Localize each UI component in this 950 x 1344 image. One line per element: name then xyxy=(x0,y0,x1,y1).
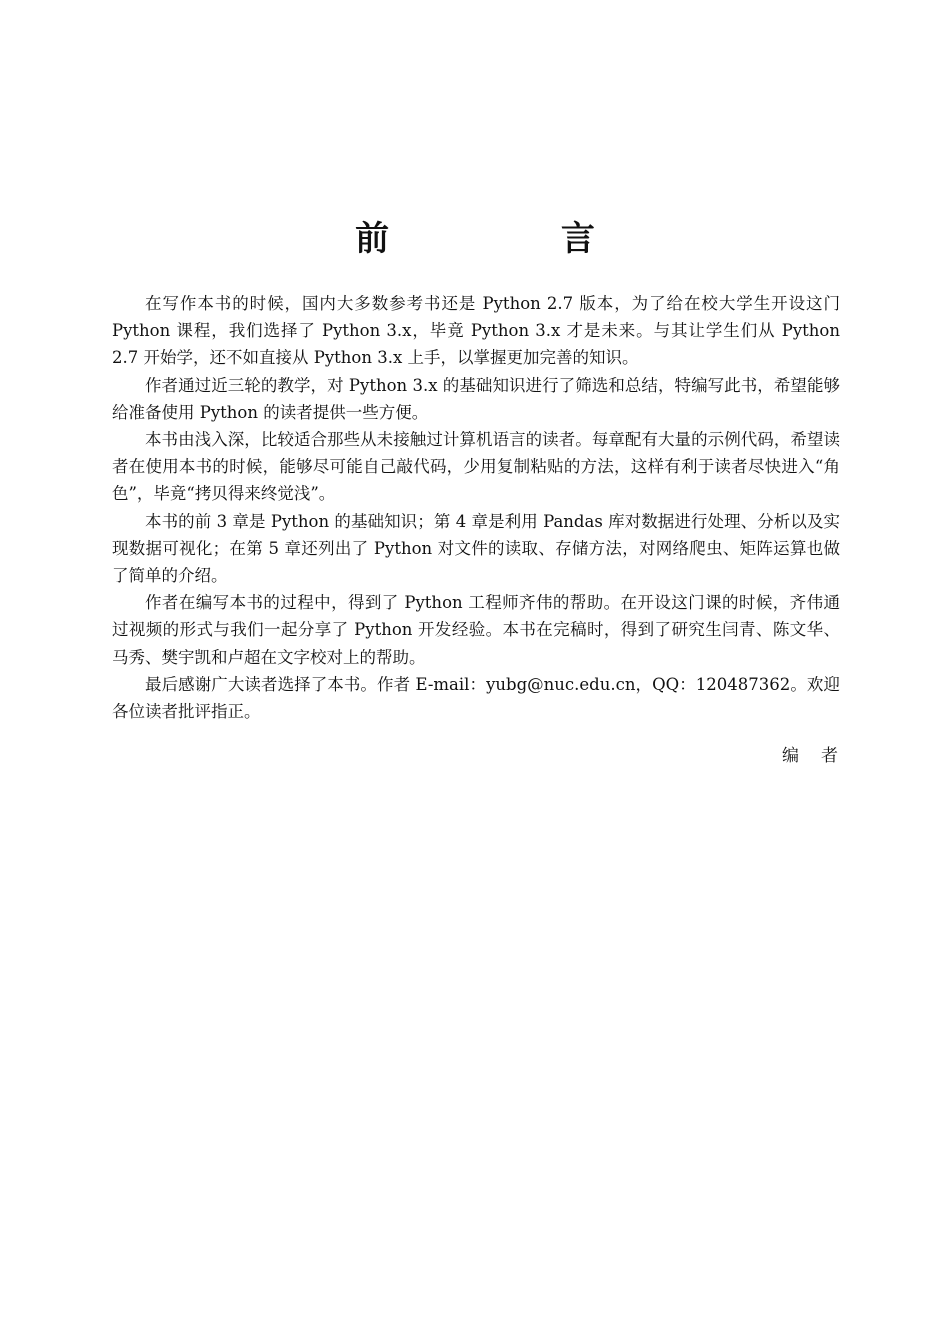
paragraph-2: 作者通过近三轮的教学，对 Python 3.x 的基础知识进行了筛选和总结，特编写此书，希望能够给准备使用 Python 的读者提供一些方便。 xyxy=(112,375,840,422)
paragraph-1: 在写作本书的时候，国内大多数参考书还是 Python 2.7 版本，为了给在校大学生开设这门 Python 课程，我们选择了 Python 3.x，毕竟 Python 3.x 才是未来。与其让学生们从 Python 2.7 开始学，还不如直接从 Python 3.x 上手，以掌握更加完善的知识。 xyxy=(112,294,840,368)
paragraph-3: 本书由浅入深，比较适合那些从未接触过计算机语言的读者。每章配有大量的示例代码，希望读者在使用本书的时候，能够尽可能自己敲代码，少用复制粘贴的方法，这样有利于读者尽快进入“角色”，毕竟“拷贝得来终觉浅”。 xyxy=(112,430,840,504)
page-title: 前 言 xyxy=(355,219,675,259)
preface-body xyxy=(112,290,840,725)
paragraph-4: 本书的前 3 章是 Python 的基础知识；第 4 章是利用 Pandas 库对数据进行处理、分析以及实现数据可视化；在第 5 章还列出了 Python 对文件的读取、存储方法，对网络爬虫、矩阵运算也做了简单的介绍。 xyxy=(112,511,840,586)
paragraph-6: 最后感谢广大读者选择了本书。作者 E-mail：yubg@nuc.edu.cn，QQ：120487362。欢迎各位读者批评指正。 xyxy=(112,674,840,722)
paragraph-5: 作者在编写本书的过程中，得到了 Python 工程师齐伟的帮助。在开设这门课的时候，齐伟通过视频的形式与我们一起分享了 Python 开发经验。本书在完稿时，得到了研究生闫青、陈文华、马秀、樊宇凯和卢超在文字校对上的帮助。 xyxy=(112,593,840,667)
author-signature: 编者 xyxy=(782,746,860,766)
